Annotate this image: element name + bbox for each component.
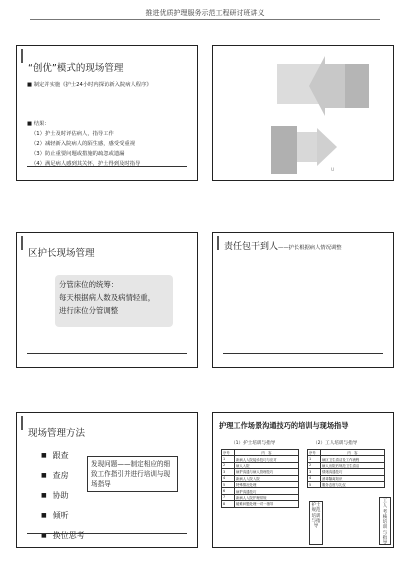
slide-1 <box>16 45 198 181</box>
table-row: 8 疑难问题处理一对一指导 <box>222 501 299 507</box>
highlight-box <box>55 275 173 327</box>
note-box: 发现问题——制定相应的细致工作指引并进行培训与现场指导 <box>87 456 178 492</box>
result-item: （1）护士及时评估病人，指导工作 <box>31 131 114 137</box>
table-row: 5 服务态度与礼仪 <box>308 481 385 487</box>
slide-rule <box>27 353 187 354</box>
slide-title: “创优”模式的现场管理 <box>28 63 124 74</box>
table-row: 3 情绪沟通技巧 <box>308 469 385 475</box>
left-heading: （1）护士培训与指导 <box>231 441 276 446</box>
slide-4 <box>212 232 394 368</box>
box-line: 分管床位的统筹： <box>59 280 119 289</box>
slide-3 <box>16 232 198 368</box>
box-line: 进行床位分管调整 <box>59 306 119 315</box>
slide-rule <box>27 166 187 167</box>
slide-title: 现场管理方法 <box>28 428 86 439</box>
table-row: 3 病护沟通与病人管理技巧 <box>222 469 299 475</box>
result-item: （4）满足病人感到其关怀，护士得到及时指导 <box>31 161 141 167</box>
right-heading: （2）工人培训与指导 <box>313 441 358 446</box>
table-row: 2 病人出院后规范卫生清洁 <box>308 462 385 468</box>
arrow-graphic <box>213 46 395 182</box>
slide-5 <box>16 412 198 548</box>
table-row: 2 病人入院 <box>222 462 299 468</box>
table-row: 1 新病人入院接诊技巧与应对 <box>222 456 299 462</box>
table-row: 序号 内 容 <box>308 450 385 456</box>
slide-title: 责任包干到人——护长根据病人情况调整 <box>224 242 342 252</box>
slide-2 <box>212 45 394 181</box>
method-item: ■ 协助 <box>41 486 85 506</box>
slide-rule <box>223 353 383 354</box>
worker-vertical-label: 工人考核培训与指导 <box>379 497 391 545</box>
method-item: ■ 查房 <box>41 466 85 486</box>
table-row: 4 新病人入院入院 <box>222 475 299 481</box>
table-row: 7 新病人入院护理常规 <box>222 494 299 500</box>
title-bar <box>217 236 219 250</box>
title-bar <box>21 236 23 250</box>
method-list <box>41 446 85 546</box>
nurse-training-table <box>221 449 299 508</box>
box-line: 每天根据病人数及病情轻重， <box>59 293 156 302</box>
slide-title: 护理工作场景沟通技巧的培训与现场指导 <box>219 421 349 430</box>
nurse-vertical-label: 护士规范培训与指导 <box>309 501 323 545</box>
table-row: 1 病区卫生清洁及工作流程 <box>308 456 385 462</box>
table-row: 4 消毒隔离知识 <box>308 475 385 481</box>
results-list <box>31 129 140 169</box>
title-bar <box>21 416 23 430</box>
method-item: ■ 跟查 <box>41 446 85 466</box>
method-item: ■ 换位思考 <box>41 526 85 546</box>
results-label: ■ 结果： <box>27 121 50 127</box>
slide-title: 区护长现场管理 <box>28 248 95 259</box>
worker-training-table <box>307 449 385 488</box>
table-row: 6 病护沟通技巧 <box>222 488 299 494</box>
intro-text: ■ 制定并实施《护士24小时内探访新入院病人程序》 <box>27 82 152 88</box>
page-header: 推进优质护理服务示范工程研讨班讲义 <box>145 9 265 17</box>
header-rule <box>30 19 380 20</box>
method-item: ■ 倾听 <box>41 506 85 526</box>
result-item: （2）减轻新入院病人的陌生感，感受受重视 <box>31 141 136 147</box>
table-row: 5 特殊情况处理 <box>222 481 299 487</box>
corner-mark: U <box>331 168 335 173</box>
slide-rule <box>27 533 187 534</box>
slide-6 <box>212 412 394 548</box>
title-bar <box>21 49 23 63</box>
table-row: 序号 内 容 <box>222 450 299 456</box>
result-item: （3）防止重要问题或措施的疏忽或遗漏 <box>31 151 125 157</box>
